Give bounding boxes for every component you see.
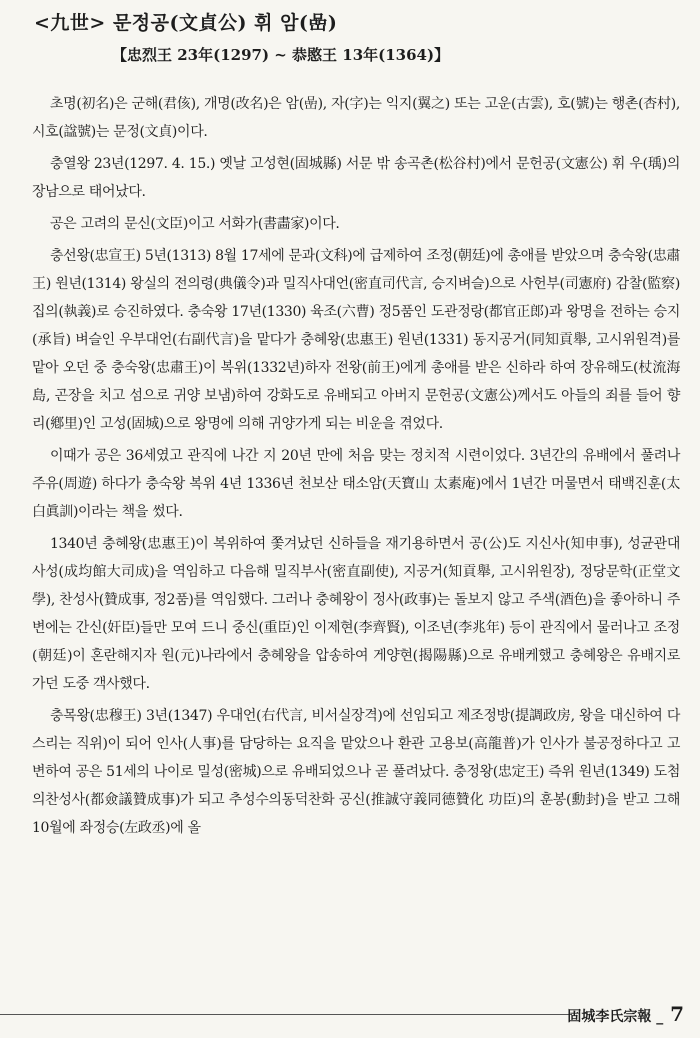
paragraph-early-career: 충선왕(忠宣王) 5년(1313) 8월 17세에 문과(文科)에 급제하여 조정(朝廷)에 총애를 받았으며 충숙왕(忠肅王) 원년(1314) 왕실의 전의령(典儀令)과 밀직사대언(密直司代言, 승지벼슬)으로 사헌부(司憲府) 감찰(監察) 집의(執義)로 승진하였다. 충숙왕 17년(1330) 육조(六曹) 정5품인 도관정랑(都官正郎)과 왕명을 전하는 승지(承旨) 벼슬인 우부대언(右副代言)을 맡다가 충혜왕(忠惠王) 원년(1331) 동지공거(同知貢舉, 고시위원격)를 맡아 오던 중 충숙왕(忠肅王)이 복위(1332년)하자 전왕(前王)에게 총애를 받은 신하라 하여 장유해도(杖流海島, 곤장을 치고 섬으로 귀양 보냄)하여 강화도로 유배되고 아버지 문헌공(文憲公)께서도 아들의 죄를 들어 향리(鄕里)인 고성(固城)으로 왕명에 의해 귀양가게 되는 비운을 겪었다. (32, 248, 680, 432)
paragraph-identity: 공은 고려의 문신(文臣)이고 서화가(書畵家)이다. (50, 216, 340, 232)
page-footer (567, 1002, 684, 1026)
paragraph-restoration: 1340년 충혜왕(忠惠王)이 복위하여 쫓겨났던 신하들을 재기용하면서 공(公)도 지신사(知申事), 성균관대사성(成均館大司成)을 역임하고 다음해 밀직부사(密直副使), 지공거(知貢舉, 고시위원장), 정당문학(正堂文學), 찬성사(贊成事, 정2품)를 역임했다. 그러나 충혜왕이 정사(政事)는 돌보지 않고 주색(酒色)을 좋아하니 주변에는 간신(奸臣)들만 모여 드니 중신(重臣)인 이제현(李齊賢), 이조년(李兆年) 등이 관직에서 물러나고 조정(朝廷)이 혼란해지자 원(元)나라에서 충혜왕을 압송하여 게양현(揭陽縣)으로 유배케했고 충혜왕은 유배지로 가던 도중 객사했다. (32, 536, 680, 692)
paragraph-later-career: 충목왕(忠穆王) 3년(1347) 우대언(右代言, 비서실장격)에 선임되고 제조정방(提調政房, 왕을 대신하여 다스리는 직위)이 되어 인사(人事)를 담당하는 요직을 맡았으나 환관 고용보(高龍普)가 인사가 불공정하다고 고변하여 공은 51세의 나이로 밀성(密城)으로 유배되었으나 곧 풀려났다. 충정왕(忠定王) 즉위 원년(1349) 도첨의찬성사(都僉議贊成事)가 되고 추성수의동덕찬화 공신(推誠守義同德贊化 功臣)의 훈봉(勳封)을 받고 그해 10월에 좌정승(左政丞)에 올 (32, 708, 680, 836)
paragraph-birth: 충열왕 23년(1297. 4. 15.) 옛날 고성현(固城縣) 서문 밖 송곡촌(松谷村)에서 문헌공(文憲公) 휘 우(瑀)의 장남으로 태어났다. (32, 156, 680, 200)
page-title: <九世> 문정공(文貞公) 휘 암(嵒) (34, 12, 338, 34)
footer-dash: _ (656, 1009, 664, 1025)
paragraph-names: 초명(初名)은 군해(君侅), 개명(改名)은 암(嵒), 자(字)는 익지(翼之) 또는 고운(古雲), 호(號)는 행촌(杏村), 시호(諡號)는 문정(文貞)이다. (32, 96, 680, 140)
article-body (32, 90, 680, 846)
footer-divider (0, 1014, 572, 1015)
page-number: 7 (670, 1002, 684, 1026)
paragraph-exile: 이때가 공은 36세였고 관직에 나간 지 20년 만에 처음 맞는 정치적 시련이었다. 3년간의 유배에서 풀려나 주유(周遊) 하다가 충숙왕 복위 4년 1336년 천보산 태소암(天寶山 太素庵)에서 1년간 머물면서 태백진훈(太白眞訓)이라는 책을 썼다. (32, 448, 680, 520)
publication-name: 固城李氏宗報 (567, 1009, 652, 1025)
lifespan-subtitle: 【忠烈王 23年(1297) ~ 恭愍王 13年(1364)】 (112, 46, 450, 64)
